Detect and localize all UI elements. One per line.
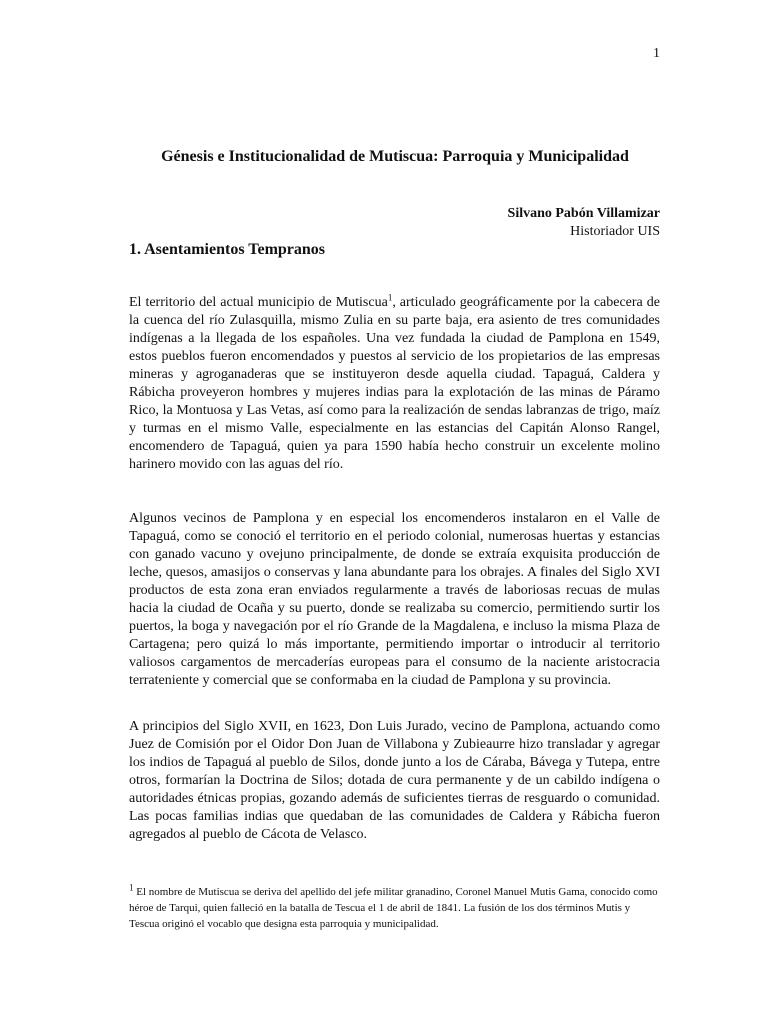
footnote: [129, 884, 660, 932]
paragraph-3: A principios del Siglo XVII, en 1623, Don Luis Jurado, vecino de Pamplona, actuando como Juez de Comisión por el Oidor Don Juan de Villabona y Zubieaurre hizo transladar y agregar los indios de Tapaguá al pueblo de Silos, donde junto a los de Cáraba, Bávega y Tutepa, entre otros, formarían la Doctrina de Silos; dotada de cura permanente y de un cabildo indígena o autoridades étnicas propias, gozando además de suficientes tierras de resguardo o comunidad. Las pocas familias indias que quedaban de las comunidades de Caldera y Rábicha fueron agregados al pueblo de Cácota de Velasco.: [129, 719, 660, 842]
section-heading: 1. Asentamientos Tempranos: [129, 241, 326, 258]
document-title: Génesis e Institucionalidad de Mutiscua: Parroquia y Municipalidad: [161, 148, 629, 165]
footnote-marker: 1: [129, 882, 134, 893]
paragraph-2: Algunos vecinos de Pamplona y en especial los encomenderos instalaron en el Valle de Tapaguá, como se conoció el territorio en el periodo colonial, numerosas huertas y estancias con ganado vacuno y ovejuno principalmente, de donde se extraía exquisita producción de leche, quesos, amasijos o conservas y lana abundante para los obrajes. A finales del Siglo XVI productos de esta zona eran enviados regularmente a través de laboriosas recuas de mulas hacia la ciudad de Ocaña y su puerto, donde se realizaba su comercio, permitiendo surtir los puertos, la boga y navegación por el río Grande de la Magdalena, e incluso la misma Plaza de Cartagena; pero quizá lo más importante, permitiendo importar o introducir al territorio valiosos cargamentos de mercaderías europeas para el consumo de la naciente aristocracia terrateniente y comercial que se conformaba en la ciudad de Pamplona y su provincia.: [129, 511, 660, 688]
page-number: 1: [653, 46, 660, 61]
paragraph-1-rest: , articulado geográficamente por la cabecera de la cuenca del río Zulasquilla, mismo Zulia en su parte baja, era asiento de tres comunidades indígenas a la llegada de los españoles. Una vez fundada la ciudad de Pamplona en 1549, estos pueblos fueron encomendados y puestos al servicio de los propietarios de las empresas mineras y agroganaderas que se instituyeron desde aquella ciudad. Tapaguá, Caldera y Rábicha proveyeron hombres y mujeres indias para la explotación de las minas de Páramo Rico, la Montuosa y Las Vetas, así como para la realización de sendas labranzas de trigo, maíz y turmas en el mismo Valle, especialmente en las estancias del Capitán Alonso Rangel, encomendero de Tapaguá, quien ya para 1590 había hecho construir un excelente molino harinero movido con las aguas del río.: [129, 295, 660, 472]
author-block: [508, 205, 660, 241]
author-affiliation: Historiador UIS: [570, 224, 660, 239]
paragraph-1: [129, 294, 660, 474]
footnote-text: El nombre de Mutiscua se deriva del apellido del jefe militar granadino, Coronel Manuel Mutis Gama, conocido como héroe de Tarqui, quien falleció en la batalla de Tescua el 1 de abril de 1841. La fusión de los dos términos Mutis y Tescua originó el vocablo que designa esta parroquia y municipalidad.: [129, 886, 658, 930]
author-name: Silvano Pabón Villamizar: [507, 206, 660, 221]
paragraph-1-start: El territorio del actual municipio de Mutiscua: [129, 295, 388, 310]
footnote-reference: 1: [387, 292, 393, 303]
